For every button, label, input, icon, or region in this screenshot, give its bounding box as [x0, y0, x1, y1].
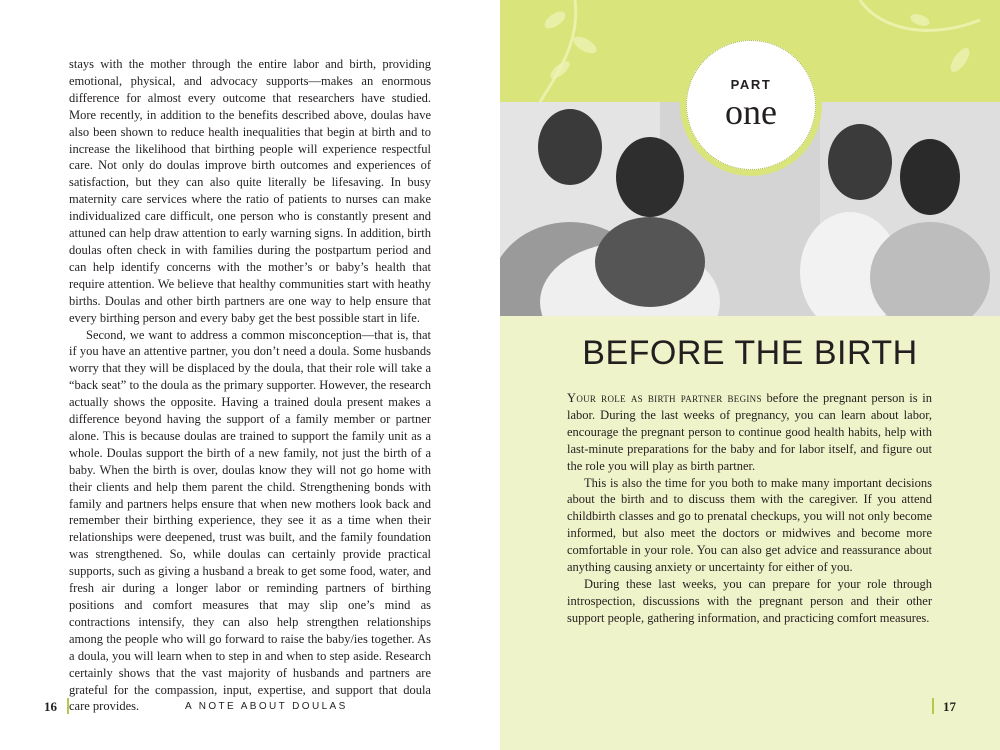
intro-lead-in: Your role as birth partner begins — [567, 391, 762, 405]
left-paragraph-1: stays with the mother through the entire labor and birth, providing emotional, physical, and advocacy supports—makes an enormous difference for almost every outcome that researchers have studied. More recently, in addition to the benefits described above, doulas have also been shown to reduce health inequalities that begin at birth and to increase the likelihood that birthing people will experience respectful care. Not only do doulas improve birth outcomes and experiences of satisfaction, but they can also quite literally be lifesaving. In busy maternity care services where the ratio of patients to nurses can make individualized care difficult, one person who is constantly present and attuned can help draw attention to early warning signs. In addition, birth doulas often check in with families during the postpartum period and can help identify concerns with the mother’s or baby’s health that require attention. We believe that healthy communities start with heathy births. Doulas and other birth partners are one way to help ensure that every birthing person and every baby get the best possible start in life. — [69, 57, 431, 325]
right-paragraph-3: During these last weeks, you can prepare for your role through introspection, discussions with the pregnant person and their other support people, gathering information, and practicing comfort measures. — [567, 576, 932, 625]
right-paragraph-1 — [567, 390, 932, 475]
folio-divider-left — [67, 698, 69, 714]
intro-rest: before the pregnant person is in labor. During the last weeks of pregnancy, you can learn about labor, encourage the pregnant person to continue good health habits, help with last-minute preparations for the baby and for labor itself, and figure out the role you will play as birth partner. — [567, 391, 933, 473]
part-number: one — [725, 92, 777, 132]
page-number-left: 16 — [44, 699, 57, 714]
right-page — [500, 0, 1000, 750]
left-paragraph-2: Second, we want to address a common misconception—that is, that if you have an attentive partner, you don’t need a doula. Some husbands worry that they will be displaced by the doula, that their role will take a “back seat” to the doula as the primary supporter. However, the research actually shows the opposite. Having a trained doula present makes a difference beyond having the support of a family member or partner alone. This is because doulas are trained to support the family unit as a whole. Doulas support the birth of a new family, not just the birth of a baby. When the birth is over, doulas know they will not go home with their clients and help them parent the child. Strengthening bonds with family and partners helps ensure that when new mothers look back and remember their birthing experience, they see it as a time when their relationships were deepened, trust was built, and the family foundation was strengthened. So, while doulas can certainly provide practical supports, such as giving a husband a break to get some food, water, and fresh air during a longer labor or reminding partners of birthing positions and comfort measures that may slip one’s mind as contractions intensify, they can also help strengthen relationships among the people who will go forward to raise the baby/ies together. As a doula, you will learn when to step in and when to step aside. Research certainly shows that the vast majority of husbands and partners are grateful for the compassion, input, expertise, and support that doula care provides. — [69, 327, 431, 714]
right-body-text — [567, 390, 932, 627]
chapter-title: BEFORE THE BIRTH — [582, 334, 918, 372]
left-body-text — [69, 56, 431, 715]
right-paragraph-2: This is also the time for you both to make many important decisions about the birth and to discuss them with the caregiver. If you attend childbirth classes and go to prenatal checkups, you will not only become informed, but also meet the doctors or midwives and become more comfortable in your role. You can also get advice and reassurance about anything causing anxiety or uncertainty for either of you. — [567, 475, 932, 575]
folio-divider-right — [932, 698, 934, 714]
running-head: A NOTE ABOUT DOULAS — [185, 701, 348, 712]
part-label: PART — [730, 77, 772, 92]
part-badge — [686, 40, 816, 170]
page-number-right: 17 — [943, 699, 956, 714]
